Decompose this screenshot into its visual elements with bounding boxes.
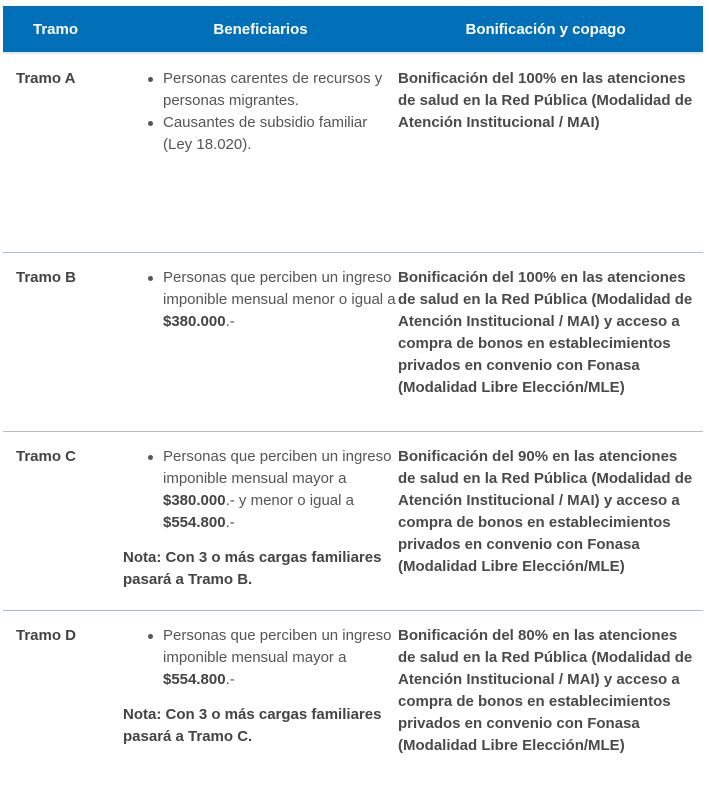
list-item: Personas que perciben un ingreso imponible mensual mayor a $380.000.- y menor o igual a $554.800.-	[123, 446, 398, 534]
income-amount: $554.800	[163, 514, 226, 531]
note-text: Nota: Con 3 o más cargas familiares pasará a Tramo C.	[123, 706, 382, 745]
bonificacion-cell: Bonificación del 100% en las atenciones de salud en la Red Pública (Modalidad de Atención Institucional / MAI)	[398, 70, 693, 131]
table-header	[3, 6, 703, 54]
beneficiarios-list	[123, 68, 398, 156]
table-row-tramo-c	[3, 432, 703, 611]
list-item: Causantes de subsidio familiar (Ley 18.020).	[123, 112, 398, 156]
tramo-label: Tramo D	[16, 627, 77, 644]
bullet-icon	[148, 455, 153, 460]
beneficiarios-list	[123, 625, 398, 691]
income-amount: $554.800	[163, 671, 226, 688]
bullet-icon	[148, 121, 153, 126]
header-tramo: Tramo	[33, 20, 79, 38]
list-item: Personas que perciben un ingreso imponible mensual menor o igual a $380.000.-	[123, 267, 398, 333]
beneficiarios-cell	[123, 253, 398, 431]
table-row-tramo-d	[3, 611, 703, 787]
beneficiarios-cell	[123, 611, 398, 787]
beneficiarios-list	[123, 267, 398, 333]
fonasa-tramos-table	[3, 6, 703, 787]
tramo-label: Tramo B	[16, 269, 77, 286]
list-item: Personas carentes de recursos y personas migrantes.	[123, 68, 398, 112]
bonificacion-cell: Bonificación del 80% en las atenciones de salud en la Red Pública (Modalidad de Atención Institucional / MAI) y acceso a compra de bonos en establecimientos privados en convenio con Fonasa (Modalidad Libre Elección/MLE)	[398, 627, 693, 754]
beneficiarios-cell	[123, 432, 398, 610]
income-amount: $380.000	[163, 313, 226, 330]
tramo-label: Tramo C	[16, 448, 77, 465]
beneficiarios-cell	[123, 54, 398, 252]
bonificacion-cell: Bonificación del 90% en las atenciones de salud en la Red Pública (Modalidad de Atención Institucional / MAI) y acceso a compra de bonos en establecimientos privados en convenio con Fonasa (Modalidad Libre Elección/MLE)	[398, 448, 693, 575]
bullet-icon	[148, 77, 153, 82]
list-item: Personas que perciben un ingreso imponible mensual mayor a $554.800.-	[123, 625, 398, 691]
table-row-tramo-a	[3, 54, 703, 253]
note-text: Nota: Con 3 o más cargas familiares pasará a Tramo B.	[123, 549, 382, 588]
header-bonificacion: Bonificación y copago	[465, 20, 626, 38]
income-amount: $380.000	[163, 492, 226, 509]
beneficiarios-list	[123, 446, 398, 534]
bullet-icon	[148, 276, 153, 281]
tramo-label: Tramo A	[16, 70, 76, 87]
header-beneficiarios: Beneficiarios	[213, 20, 308, 38]
bullet-icon	[148, 634, 153, 639]
table-row-tramo-b	[3, 253, 703, 432]
bonificacion-cell: Bonificación del 100% en las atenciones de salud en la Red Pública (Modalidad de Atención Institucional / MAI) y acceso a compra de bonos en establecimientos privados en convenio con Fonasa (Modalidad Libre Elección/MLE)	[398, 269, 693, 396]
